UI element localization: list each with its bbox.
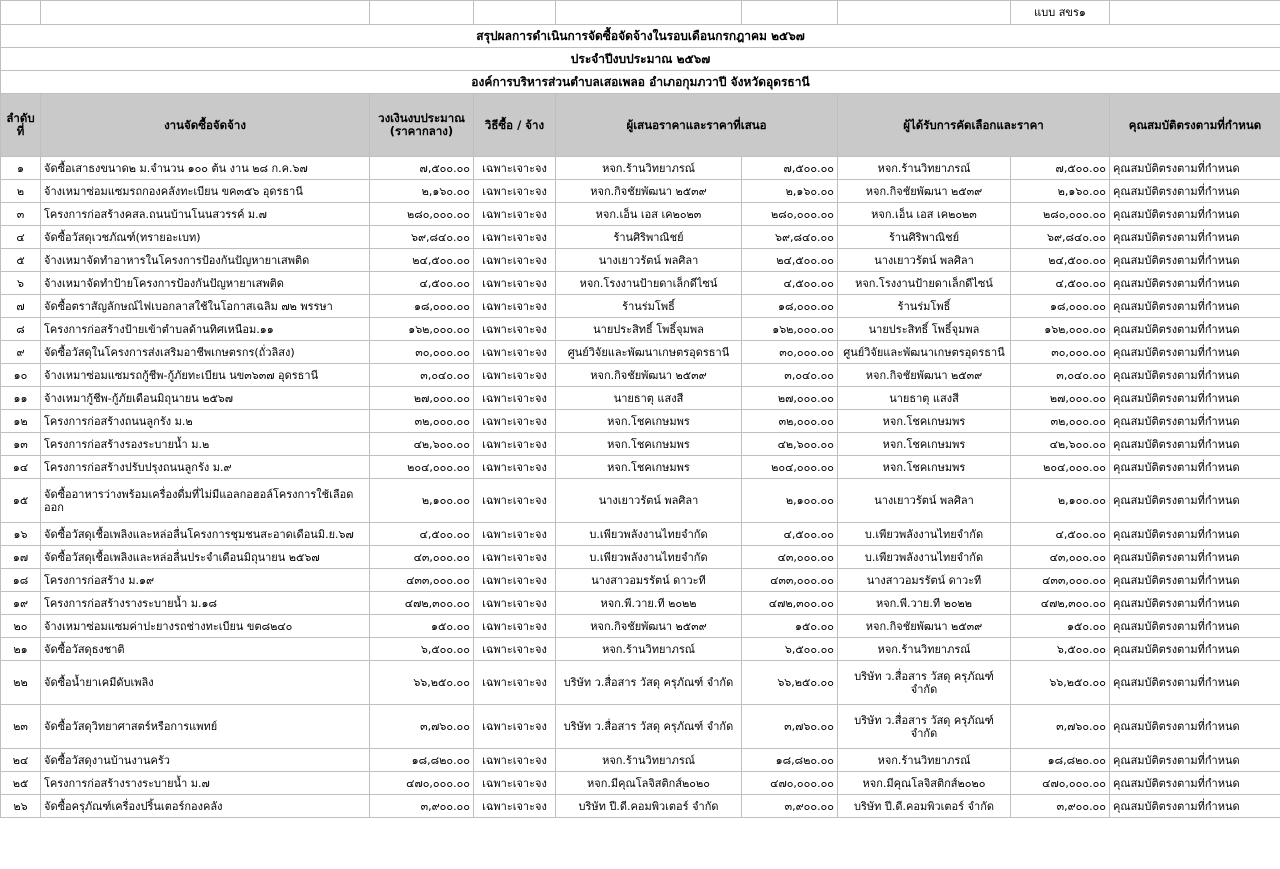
header-no[interactable]: ลำดับที่ <box>1 94 41 157</box>
method-cell[interactable]: เฉพาะเจาะจง <box>474 749 556 772</box>
budget-cell[interactable]: ๑๘,๘๒๐.๐๐ <box>370 749 474 772</box>
item-cell[interactable]: โครงการก่อสร้างปรับปรุงถนนลูกรัง ม.๙ <box>41 456 370 479</box>
reason-cell[interactable]: คุณสมบัติตรงตามที่กำหนด <box>1110 364 1280 387</box>
table-row <box>1 569 1280 592</box>
table-row <box>1 638 1280 661</box>
cell[interactable] <box>1 1 41 25</box>
bid-price-cell[interactable]: ๒,๑๐๐.๐๐ <box>742 479 838 523</box>
bidder-cell[interactable]: หจก.กิจชัยพัฒนา ๒๕๓๙ <box>556 180 742 203</box>
cell[interactable] <box>1110 1 1280 25</box>
item-cell[interactable]: จัดซื้ออาหารว่างพร้อมเครื่องดื่มที่ไม่มีแอลกอฮอล์โครงการใช้เลือดออก <box>41 479 370 523</box>
method-cell[interactable]: เฉพาะเจาะจง <box>474 249 556 272</box>
method-cell[interactable]: เฉพาะเจาะจง <box>474 203 556 226</box>
reason-cell[interactable]: คุณสมบัติตรงตามที่กำหนด <box>1110 249 1280 272</box>
bid-price-cell[interactable]: ๓๐,๐๐๐.๐๐ <box>742 341 838 364</box>
reason-cell[interactable]: คุณสมบัติตรงตามที่กำหนด <box>1110 795 1280 818</box>
table-row <box>1 772 1280 795</box>
reason-cell[interactable]: คุณสมบัติตรงตามที่กำหนด <box>1110 203 1280 226</box>
method-cell[interactable]: เฉพาะเจาะจง <box>474 272 556 295</box>
table-row <box>1 795 1280 818</box>
winner-cell[interactable]: หจก.มีคุณโลจิสติกส์๒๐๒๐ <box>838 772 1011 795</box>
table-row <box>1 705 1280 749</box>
item-cell[interactable]: จัดซื้อวัสดุงานบ้านงานครัว <box>41 749 370 772</box>
bid-price-cell[interactable]: ๒,๑๖๐.๐๐ <box>742 180 838 203</box>
win-price-cell[interactable]: ๒๔,๕๐๐.๐๐ <box>1011 249 1110 272</box>
method-cell[interactable]: เฉพาะเจาะจง <box>474 456 556 479</box>
budget-cell[interactable]: ๔,๕๐๐.๐๐ <box>370 523 474 546</box>
bid-price-cell[interactable]: ๔๗๐,๐๐๐.๐๐ <box>742 772 838 795</box>
method-cell[interactable]: เฉพาะเจาะจง <box>474 410 556 433</box>
winner-cell[interactable]: บริษัท ว.สื่อสาร วัสดุ ครุภัณฑ์ จำกัด <box>838 705 1011 749</box>
win-price-cell[interactable]: ๔,๕๐๐.๐๐ <box>1011 272 1110 295</box>
bid-price-cell[interactable]: ๓๒,๐๐๐.๐๐ <box>742 410 838 433</box>
win-price-cell[interactable]: ๖๙,๘๔๐.๐๐ <box>1011 226 1110 249</box>
budget-cell[interactable]: ๒๐๔,๐๐๐.๐๐ <box>370 456 474 479</box>
winner-cell[interactable]: หจก.ร้านวิทยาภรณ์ <box>838 157 1011 180</box>
winner-cell[interactable]: หจก.กิจชัยพัฒนา ๒๕๓๙ <box>838 615 1011 638</box>
bidder-cell[interactable]: นายธาตุ แสงสี <box>556 387 742 410</box>
row-number[interactable]: ๑ <box>1 157 41 180</box>
table-row <box>1 364 1280 387</box>
method-cell[interactable]: เฉพาะเจาะจง <box>474 546 556 569</box>
method-cell[interactable]: เฉพาะเจาะจง <box>474 523 556 546</box>
reason-cell[interactable]: คุณสมบัติตรงตามที่กำหนด <box>1110 749 1280 772</box>
bidder-cell[interactable]: ศูนย์วิจัยและพัฒนาเกษตรอุดรธานี <box>556 341 742 364</box>
item-cell[interactable]: โครงการก่อสร้างรองระบายน้ำ ม.๒ <box>41 433 370 456</box>
item-cell[interactable]: จัดซื้อครุภัณฑ์เครื่องปริ้นเตอร์กองคลัง <box>41 795 370 818</box>
item-cell[interactable]: จ้างเหมาจัดทำป้ายโครงการป้องกันปัญหายาเสพติด <box>41 272 370 295</box>
budget-cell[interactable]: ๒,๑๐๐.๐๐ <box>370 479 474 523</box>
table-row <box>1 410 1280 433</box>
method-cell[interactable]: เฉพาะเจาะจง <box>474 318 556 341</box>
bidder-cell[interactable]: หจก.โชคเกษมพร <box>556 456 742 479</box>
row-number[interactable]: ๑๗ <box>1 546 41 569</box>
bid-price-cell[interactable]: ๖,๕๐๐.๐๐ <box>742 638 838 661</box>
bidder-cell[interactable]: บ.เพียวพลังงานไทยจำกัด <box>556 523 742 546</box>
row-number[interactable]: ๑๘ <box>1 569 41 592</box>
reason-cell[interactable]: คุณสมบัติตรงตามที่กำหนด <box>1110 180 1280 203</box>
row-number[interactable]: ๒๔ <box>1 749 41 772</box>
method-cell[interactable]: เฉพาะเจาะจง <box>474 479 556 523</box>
winner-cell[interactable]: นางสาวอมรรัตน์ ดาวะที <box>838 569 1011 592</box>
item-cell[interactable]: โครงการก่อสร้างป้ายเข้าตำบลด้านทิศเหนือม.๑๑ <box>41 318 370 341</box>
method-cell[interactable]: เฉพาะเจาะจง <box>474 569 556 592</box>
win-price-cell[interactable]: ๔,๕๐๐.๐๐ <box>1011 523 1110 546</box>
winner-cell[interactable]: บ.เพียวพลังงานไทยจำกัด <box>838 523 1011 546</box>
method-cell[interactable]: เฉพาะเจาะจง <box>474 615 556 638</box>
bid-price-cell[interactable]: ๓,๙๐๐.๐๐ <box>742 795 838 818</box>
item-cell[interactable]: จัดซื้อวัสดุเชื้อเพลิงและหล่อลื่นโครงการชุมชนสะอาดเดือนมิ.ย.๖๗ <box>41 523 370 546</box>
row-number[interactable]: ๙ <box>1 341 41 364</box>
win-price-cell[interactable]: ๔๓๓,๐๐๐.๐๐ <box>1011 569 1110 592</box>
header-winner[interactable]: ผู้ได้รับการคัดเลือกและราคา <box>838 94 1110 157</box>
win-price-cell[interactable]: ๓๒,๐๐๐.๐๐ <box>1011 410 1110 433</box>
bid-price-cell[interactable]: ๑๘,๐๐๐.๐๐ <box>742 295 838 318</box>
row-number[interactable]: ๒๑ <box>1 638 41 661</box>
budget-cell[interactable]: ๔๗๐,๐๐๐.๐๐ <box>370 772 474 795</box>
winner-cell[interactable]: หจก.ร้านวิทยาภรณ์ <box>838 749 1011 772</box>
win-price-cell[interactable]: ๗,๕๐๐.๐๐ <box>1011 157 1110 180</box>
winner-cell[interactable]: ร้านศิริพาณิชย์ <box>838 226 1011 249</box>
item-cell[interactable]: โครงการก่อสร้าง ม.๑๙ <box>41 569 370 592</box>
row-number[interactable]: ๒๓ <box>1 705 41 749</box>
bidder-cell[interactable]: นางเยาวรัตน์ พลศิลา <box>556 249 742 272</box>
budget-cell[interactable]: ๖,๕๐๐.๐๐ <box>370 638 474 661</box>
bidder-cell[interactable]: หจก.โชคเกษมพร <box>556 410 742 433</box>
budget-cell[interactable]: ๖๖,๒๕๐.๐๐ <box>370 661 474 705</box>
win-price-cell[interactable]: ๒,๑๐๐.๐๐ <box>1011 479 1110 523</box>
table-row <box>1 479 1280 523</box>
winner-cell[interactable]: หจก.ร้านวิทยาภรณ์ <box>838 638 1011 661</box>
win-price-cell[interactable]: ๒๘๐,๐๐๐.๐๐ <box>1011 203 1110 226</box>
cell[interactable] <box>41 1 370 25</box>
win-price-cell[interactable]: ๔๓,๐๐๐.๐๐ <box>1011 546 1110 569</box>
item-cell[interactable]: โครงการก่อสร้างรางระบายน้ำ ม.๑๘ <box>41 592 370 615</box>
table-row <box>1 592 1280 615</box>
row-number[interactable]: ๒๐ <box>1 615 41 638</box>
win-price-cell[interactable]: ๑๕๐.๐๐ <box>1011 615 1110 638</box>
cell[interactable] <box>474 1 556 25</box>
bid-price-cell[interactable]: ๔๓๓,๐๐๐.๐๐ <box>742 569 838 592</box>
bid-price-cell[interactable]: ๖๙,๘๔๐.๐๐ <box>742 226 838 249</box>
reason-cell[interactable]: คุณสมบัติตรงตามที่กำหนด <box>1110 272 1280 295</box>
table-row <box>1 295 1280 318</box>
cell[interactable] <box>838 1 1011 25</box>
winner-cell[interactable]: บริษัท ว.สื่อสาร วัสดุ ครุภัณฑ์ จำกัด <box>838 661 1011 705</box>
reason-cell[interactable]: คุณสมบัติตรงตามที่กำหนด <box>1110 295 1280 318</box>
reason-cell[interactable]: คุณสมบัติตรงตามที่กำหนด <box>1110 638 1280 661</box>
bidder-cell[interactable]: หจก.มีคุณโลจิสติกส์๒๐๒๐ <box>556 772 742 795</box>
budget-cell[interactable]: ๓๒,๐๐๐.๐๐ <box>370 410 474 433</box>
bid-price-cell[interactable]: ๒๔,๕๐๐.๐๐ <box>742 249 838 272</box>
bidder-cell[interactable]: หจก.ร้านวิทยาภรณ์ <box>556 749 742 772</box>
row-number[interactable]: ๒ <box>1 180 41 203</box>
winner-cell[interactable]: นายธาตุ แสงสี <box>838 387 1011 410</box>
winner-cell[interactable]: หจก.กิจชัยพัฒนา ๒๕๓๙ <box>838 180 1011 203</box>
table-row <box>1 203 1280 226</box>
win-price-cell[interactable]: ๑๘,๐๐๐.๐๐ <box>1011 295 1110 318</box>
budget-cell[interactable]: ๔,๕๐๐.๐๐ <box>370 272 474 295</box>
fiscal-year-title[interactable]: ประจำปีงบประมาณ ๒๕๖๗ <box>1 48 1280 71</box>
bidder-cell[interactable]: หจก.ร้านวิทยาภรณ์ <box>556 638 742 661</box>
winner-cell[interactable]: บ.เพียวพลังงานไทยจำกัด <box>838 546 1011 569</box>
winner-cell[interactable]: ศูนย์วิจัยและพัฒนาเกษตรอุดรธานี <box>838 341 1011 364</box>
reason-cell[interactable]: คุณสมบัติตรงตามที่กำหนด <box>1110 705 1280 749</box>
bid-price-cell[interactable]: ๔๒,๖๐๐.๐๐ <box>742 433 838 456</box>
budget-cell[interactable]: ๑๕๐.๐๐ <box>370 615 474 638</box>
header-budget[interactable]: วงเงินงบประมาณ (ราคากลาง) <box>370 94 474 157</box>
method-cell[interactable]: เฉพาะเจาะจง <box>474 226 556 249</box>
bidder-cell[interactable]: หจก.กิจชัยพัฒนา ๒๕๓๙ <box>556 615 742 638</box>
row-number[interactable]: ๗ <box>1 295 41 318</box>
winner-cell[interactable]: หจก.กิจชัยพัฒนา ๒๕๓๙ <box>838 364 1011 387</box>
reason-cell[interactable]: คุณสมบัติตรงตามที่กำหนด <box>1110 592 1280 615</box>
budget-cell[interactable]: ๓,๗๖๐.๐๐ <box>370 705 474 749</box>
reason-cell[interactable]: คุณสมบัติตรงตามที่กำหนด <box>1110 546 1280 569</box>
method-cell[interactable]: เฉพาะเจาะจง <box>474 295 556 318</box>
bid-price-cell[interactable]: ๒๗,๐๐๐.๐๐ <box>742 387 838 410</box>
bid-price-cell[interactable]: ๑๕๐.๐๐ <box>742 615 838 638</box>
table-row <box>1 456 1280 479</box>
item-cell[interactable]: จัดซื้อวัสดุธงชาติ <box>41 638 370 661</box>
bidder-cell[interactable]: บริษัท ปี.ดี.คอมพิวเตอร์ จำกัด <box>556 795 742 818</box>
method-cell[interactable]: เฉพาะเจาะจง <box>474 638 556 661</box>
table-row <box>1 546 1280 569</box>
win-price-cell[interactable]: ๔๗๐,๐๐๐.๐๐ <box>1011 772 1110 795</box>
item-cell[interactable]: จ้างเหมาจัดทำอาหารในโครงการป้องกันปัญหายาเสพติด <box>41 249 370 272</box>
win-price-cell[interactable]: ๒๗,๐๐๐.๐๐ <box>1011 387 1110 410</box>
budget-cell[interactable]: ๑๖๒,๐๐๐.๐๐ <box>370 318 474 341</box>
bidder-cell[interactable]: นายประสิทธิ์ โพธิ์จุมพล <box>556 318 742 341</box>
reason-cell[interactable]: คุณสมบัติตรงตามที่กำหนด <box>1110 661 1280 705</box>
bid-price-cell[interactable]: ๖๖,๒๕๐.๐๐ <box>742 661 838 705</box>
method-cell[interactable]: เฉพาะเจาะจง <box>474 661 556 705</box>
table-row <box>1 157 1280 180</box>
winner-cell[interactable]: นางเยาวรัตน์ พลศิลา <box>838 479 1011 523</box>
winner-cell[interactable]: หจก.เอ็น เอส เค๒๐๒๓ <box>838 203 1011 226</box>
budget-cell[interactable]: ๔๓,๐๐๐.๐๐ <box>370 546 474 569</box>
table-row <box>1 523 1280 546</box>
bid-price-cell[interactable]: ๔,๕๐๐.๐๐ <box>742 523 838 546</box>
budget-cell[interactable]: ๒๗,๐๐๐.๐๐ <box>370 387 474 410</box>
bidder-cell[interactable]: หจก.โรงงานป้ายดาเล็กดีไซน์ <box>556 272 742 295</box>
bidder-cell[interactable]: บริษัท ว.สื่อสาร วัสดุ ครุภัณฑ์ จำกัด <box>556 705 742 749</box>
row-number[interactable]: ๕ <box>1 249 41 272</box>
bid-price-cell[interactable]: ๔,๕๐๐.๐๐ <box>742 272 838 295</box>
bidder-cell[interactable]: ร้านร่มโพธิ์ <box>556 295 742 318</box>
winner-cell[interactable]: หจก.โรงงานป้ายดาเล็กดีไซน์ <box>838 272 1011 295</box>
table-row <box>1 661 1280 705</box>
method-cell[interactable]: เฉพาะเจาะจง <box>474 592 556 615</box>
item-cell[interactable]: จ้างเหมาซ่อมแซมรถกู้ชีพ-กู้ภัยทะเบียน นข๓๖๓๗ อุดรธานี <box>41 364 370 387</box>
win-price-cell[interactable]: ๔๗๒,๓๐๐.๐๐ <box>1011 592 1110 615</box>
bidder-cell[interactable]: หจก.พี.วาย.ที ๒๐๒๒ <box>556 592 742 615</box>
bidder-cell[interactable]: หจก.โชคเกษมพร <box>556 433 742 456</box>
method-cell[interactable]: เฉพาะเจาะจง <box>474 705 556 749</box>
cell[interactable] <box>742 1 838 25</box>
method-cell[interactable]: เฉพาะเจาะจง <box>474 433 556 456</box>
item-cell[interactable]: โครงการก่อสร้างรางระบายน้ำ ม.๗ <box>41 772 370 795</box>
bid-price-cell[interactable]: ๔๓,๐๐๐.๐๐ <box>742 546 838 569</box>
row-number[interactable]: ๖ <box>1 272 41 295</box>
bidder-cell[interactable]: นางเยาวรัตน์ พลศิลา <box>556 479 742 523</box>
win-price-cell[interactable]: ๓,๗๖๐.๐๐ <box>1011 705 1110 749</box>
table-row <box>1 318 1280 341</box>
bidder-cell[interactable]: ร้านศิริพาณิชย์ <box>556 226 742 249</box>
header-bidders[interactable]: ผู้เสนอราคาและราคาที่เสนอ <box>556 94 838 157</box>
budget-cell[interactable]: ๓,๐๔๐.๐๐ <box>370 364 474 387</box>
item-cell[interactable]: จัดซื้อวัสดุในโครงการส่งเสริมอาชีพเกษตรกร(ถั่วลิสง) <box>41 341 370 364</box>
bid-price-cell[interactable]: ๗,๕๐๐.๐๐ <box>742 157 838 180</box>
win-price-cell[interactable]: ๖,๕๐๐.๐๐ <box>1011 638 1110 661</box>
table-row <box>1 615 1280 638</box>
row-number[interactable]: ๑๕ <box>1 479 41 523</box>
budget-cell[interactable]: ๖๙,๘๔๐.๐๐ <box>370 226 474 249</box>
reason-cell[interactable]: คุณสมบัติตรงตามที่กำหนด <box>1110 433 1280 456</box>
table-row <box>1 249 1280 272</box>
win-price-cell[interactable]: ๑๘,๘๒๐.๐๐ <box>1011 749 1110 772</box>
winner-cell[interactable]: หจก.โชคเกษมพร <box>838 433 1011 456</box>
reason-cell[interactable]: คุณสมบัติตรงตามที่กำหนด <box>1110 387 1280 410</box>
budget-cell[interactable]: ๔๗๒,๓๐๐.๐๐ <box>370 592 474 615</box>
header-reason[interactable]: คุณสมบัติตรงตามที่กำหนด <box>1110 94 1280 157</box>
method-cell[interactable]: เฉพาะเจาะจง <box>474 364 556 387</box>
winner-cell[interactable]: หจก.โชคเกษมพร <box>838 456 1011 479</box>
win-price-cell[interactable]: ๖๖,๒๕๐.๐๐ <box>1011 661 1110 705</box>
item-cell[interactable]: โครงการก่อสร้างถนนลูกรัง ม.๒ <box>41 410 370 433</box>
method-cell[interactable]: เฉพาะเจาะจง <box>474 772 556 795</box>
item-cell[interactable]: จัดซื้อตราสัญลักษณ์ไฟเบอกลาสใช้ในโอกาสเฉลิม ๗๒ พรรษา <box>41 295 370 318</box>
form-label[interactable]: แบบ สขร๑ <box>1011 1 1110 25</box>
row-number[interactable]: ๔ <box>1 226 41 249</box>
row-number[interactable]: ๑๑ <box>1 387 41 410</box>
bidder-cell[interactable]: หจก.ร้านวิทยาภรณ์ <box>556 157 742 180</box>
bidder-cell[interactable]: บริษัท ว.สื่อสาร วัสดุ ครุภัณฑ์ จำกัด <box>556 661 742 705</box>
row-number[interactable]: ๘ <box>1 318 41 341</box>
win-price-cell[interactable]: ๒๐๔,๐๐๐.๐๐ <box>1011 456 1110 479</box>
organization-title[interactable]: องค์การบริหารส่วนตำบลเสอเพลอ อำเภอกุมภวาปี จังหวัดอุดรธานี <box>1 71 1280 94</box>
table-row <box>1 341 1280 364</box>
budget-cell[interactable]: ๔๒,๖๐๐.๐๐ <box>370 433 474 456</box>
method-cell[interactable]: เฉพาะเจาะจง <box>474 795 556 818</box>
win-price-cell[interactable]: ๓๐,๐๐๐.๐๐ <box>1011 341 1110 364</box>
bid-price-cell[interactable]: ๒๘๐,๐๐๐.๐๐ <box>742 203 838 226</box>
item-cell[interactable]: โครงการก่อสร้างคสล.ถนนบ้านโนนสวรรค์ ม.๗ <box>41 203 370 226</box>
reason-cell[interactable]: คุณสมบัติตรงตามที่กำหนด <box>1110 456 1280 479</box>
row-number[interactable]: ๑๐ <box>1 364 41 387</box>
bidder-cell[interactable]: บ.เพียวพลังงานไทยจำกัด <box>556 546 742 569</box>
header-method[interactable]: วิธีซื้อ / จ้าง <box>474 94 556 157</box>
reason-cell[interactable]: คุณสมบัติตรงตามที่กำหนด <box>1110 615 1280 638</box>
win-price-cell[interactable]: ๑๖๒,๐๐๐.๐๐ <box>1011 318 1110 341</box>
winner-cell[interactable]: นายประสิทธิ์ โพธิ์จุมพล <box>838 318 1011 341</box>
table-row <box>1 749 1280 772</box>
win-price-cell[interactable]: ๓,๙๐๐.๐๐ <box>1011 795 1110 818</box>
cell[interactable] <box>556 1 742 25</box>
bid-price-cell[interactable]: ๔๗๒,๓๐๐.๐๐ <box>742 592 838 615</box>
header-item[interactable]: งานจัดซื้อจัดจ้าง <box>41 94 370 157</box>
row-number[interactable]: ๑๔ <box>1 456 41 479</box>
budget-cell[interactable]: ๑๘,๐๐๐.๐๐ <box>370 295 474 318</box>
budget-cell[interactable]: ๒๔,๕๐๐.๐๐ <box>370 249 474 272</box>
bidder-cell[interactable]: หจก.เอ็น เอส เค๒๐๒๓ <box>556 203 742 226</box>
winner-cell[interactable]: ร้านร่มโพธิ์ <box>838 295 1011 318</box>
winner-cell[interactable]: หจก.พี.วาย.ที ๒๐๒๒ <box>838 592 1011 615</box>
method-cell[interactable]: เฉพาะเจาะจง <box>474 180 556 203</box>
row-number[interactable]: ๑๖ <box>1 523 41 546</box>
reason-cell[interactable]: คุณสมบัติตรงตามที่กำหนด <box>1110 479 1280 523</box>
reason-cell[interactable]: คุณสมบัติตรงตามที่กำหนด <box>1110 569 1280 592</box>
method-cell[interactable]: เฉพาะเจาะจง <box>474 341 556 364</box>
cell[interactable] <box>370 1 474 25</box>
budget-cell[interactable]: ๓,๙๐๐.๐๐ <box>370 795 474 818</box>
winner-cell[interactable]: นางเยาวรัตน์ พลศิลา <box>838 249 1011 272</box>
row-number[interactable]: ๑๙ <box>1 592 41 615</box>
row-number[interactable]: ๒๖ <box>1 795 41 818</box>
item-cell[interactable]: จัดซื้อวัสดุวิทยาศาสตร์หรือการแพทย์ <box>41 705 370 749</box>
winner-cell[interactable]: บริษัท ปี.ดี.คอมพิวเตอร์ จำกัด <box>838 795 1011 818</box>
method-cell[interactable]: เฉพาะเจาะจง <box>474 387 556 410</box>
bid-price-cell[interactable]: ๓,๗๖๐.๐๐ <box>742 705 838 749</box>
item-cell[interactable]: จัดซื้อวัสดุเชื้อเพลิงและหล่อลื่นประจำเดือนมิถุนายน ๒๕๖๗ <box>41 546 370 569</box>
row-number[interactable]: ๓ <box>1 203 41 226</box>
bid-price-cell[interactable]: ๑๘,๘๒๐.๐๐ <box>742 749 838 772</box>
budget-cell[interactable]: ๓๐,๐๐๐.๐๐ <box>370 341 474 364</box>
item-cell[interactable]: จ้างเหมาซ่อมแซมรถกองคลังทะเบียน ขค๓๕๖ อุดรธานี <box>41 180 370 203</box>
bidder-cell[interactable]: นางสาวอมรรัตน์ ดาวะที <box>556 569 742 592</box>
budget-cell[interactable]: ๗,๕๐๐.๐๐ <box>370 157 474 180</box>
table-row <box>1 272 1280 295</box>
row-number[interactable]: ๑๓ <box>1 433 41 456</box>
item-cell[interactable]: จัดซื้อเสาธงขนาด๒ ม.จำนวน ๑๐๐ ต้น งาน ๒๘ ก.ค.๖๗ <box>41 157 370 180</box>
budget-cell[interactable]: ๒๘๐,๐๐๐.๐๐ <box>370 203 474 226</box>
win-price-cell[interactable]: ๔๒,๖๐๐.๐๐ <box>1011 433 1110 456</box>
reason-cell[interactable]: คุณสมบัติตรงตามที่กำหนด <box>1110 157 1280 180</box>
bid-price-cell[interactable]: ๒๐๔,๐๐๐.๐๐ <box>742 456 838 479</box>
row-number[interactable]: ๒๒ <box>1 661 41 705</box>
reason-cell[interactable]: คุณสมบัติตรงตามที่กำหนด <box>1110 410 1280 433</box>
item-cell[interactable]: จ้างเหมาซ่อมแซมค่าปะยางรถช่างทะเบียน ขต๘๒๔๐ <box>41 615 370 638</box>
item-cell[interactable]: จ้างเหมากู้ชีพ-กู้ภัยเดือนมิถุนายน ๒๕๖๗ <box>41 387 370 410</box>
reason-cell[interactable]: คุณสมบัติตรงตามที่กำหนด <box>1110 523 1280 546</box>
budget-cell[interactable]: ๔๓๓,๐๐๐.๐๐ <box>370 569 474 592</box>
reason-cell[interactable]: คุณสมบัติตรงตามที่กำหนด <box>1110 772 1280 795</box>
bid-price-cell[interactable]: ๑๖๒,๐๐๐.๐๐ <box>742 318 838 341</box>
reason-cell[interactable]: คุณสมบัติตรงตามที่กำหนด <box>1110 341 1280 364</box>
bid-price-cell[interactable]: ๓,๐๔๐.๐๐ <box>742 364 838 387</box>
reason-cell[interactable]: คุณสมบัติตรงตามที่กำหนด <box>1110 226 1280 249</box>
winner-cell[interactable]: หจก.โชคเกษมพร <box>838 410 1011 433</box>
report-title[interactable]: สรุปผลการดำเนินการจัดซื้อจัดจ้างในรอบเดือนกรกฎาคม ๒๕๖๗ <box>1 25 1280 48</box>
reason-cell[interactable]: คุณสมบัติตรงตามที่กำหนด <box>1110 318 1280 341</box>
table-row <box>1 433 1280 456</box>
win-price-cell[interactable]: ๒,๑๖๐.๐๐ <box>1011 180 1110 203</box>
table-row <box>1 226 1280 249</box>
item-cell[interactable]: จัดซื้อวัสดุเวชภัณฑ์(ทรายอะเบท) <box>41 226 370 249</box>
row-number[interactable]: ๒๕ <box>1 772 41 795</box>
win-price-cell[interactable]: ๓,๐๔๐.๐๐ <box>1011 364 1110 387</box>
budget-cell[interactable]: ๒,๑๖๐.๐๐ <box>370 180 474 203</box>
table-row <box>1 180 1280 203</box>
table-row <box>1 387 1280 410</box>
method-cell[interactable]: เฉพาะเจาะจง <box>474 157 556 180</box>
bidder-cell[interactable]: หจก.กิจชัยพัฒนา ๒๕๓๙ <box>556 364 742 387</box>
item-cell[interactable]: จัดซื้อน้ำยาเคมีดับเพลิง <box>41 661 370 705</box>
row-number[interactable]: ๑๒ <box>1 410 41 433</box>
